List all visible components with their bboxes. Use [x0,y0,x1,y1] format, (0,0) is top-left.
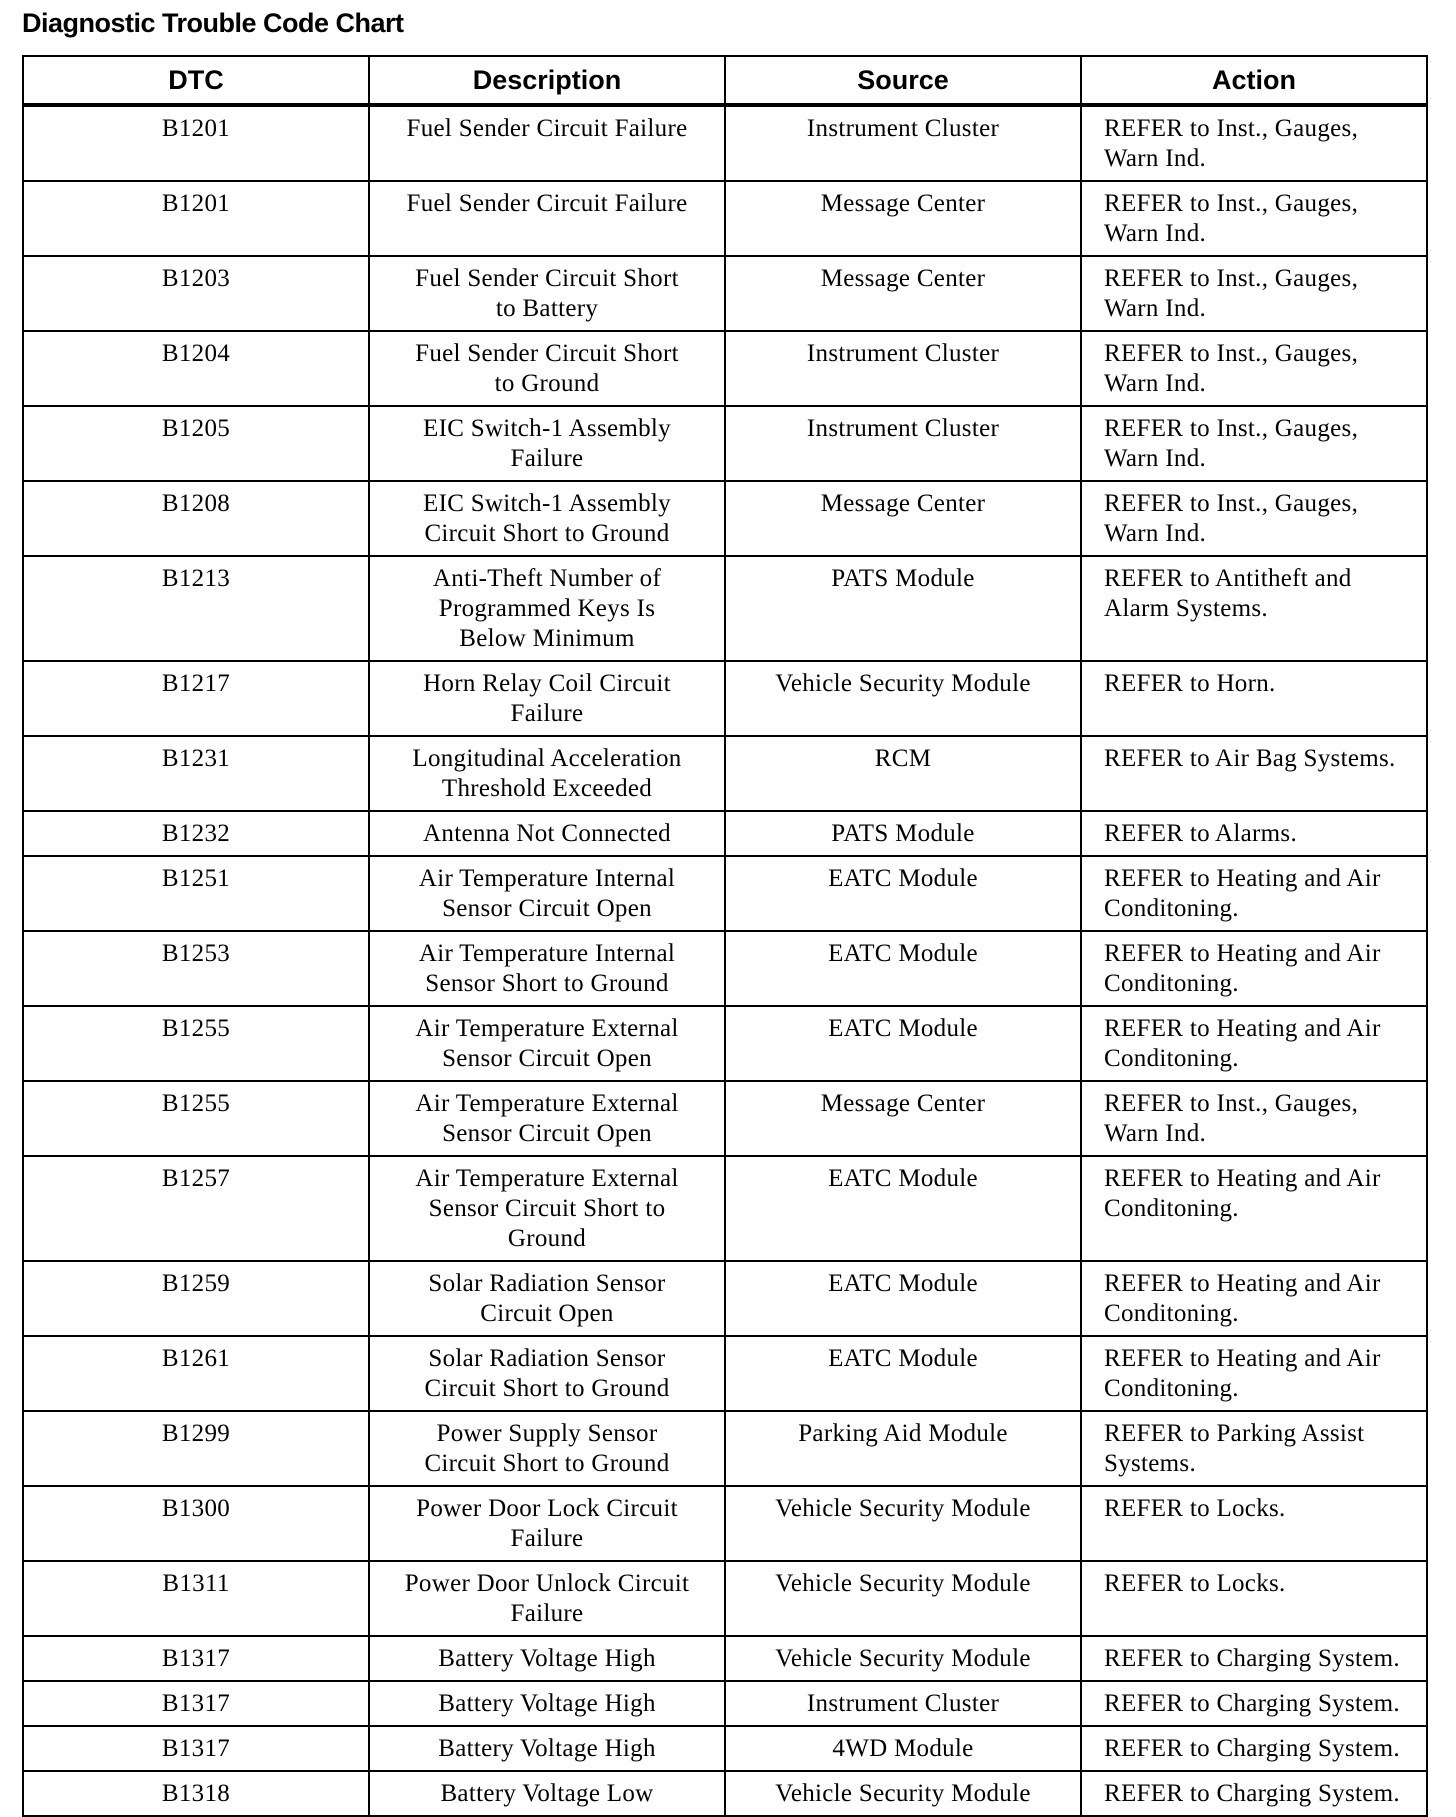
source-cell: Instrument Cluster [725,331,1081,406]
action-cell: REFER to Charging System. [1081,1636,1427,1681]
action-cell: REFER to Inst., Gauges, Warn Ind. [1081,481,1427,556]
description-cell: Horn Relay Coil Circuit Failure [369,661,725,736]
action-cell: REFER to Antitheft and Alarm Systems. [1081,556,1427,661]
action-cell: REFER to Alarms. [1081,811,1427,856]
description-cell: EIC Switch-1 Assembly Failure [369,406,725,481]
description-cell: Power Supply Sensor Circuit Short to Ground [369,1411,725,1486]
table-row [23,1006,1427,1081]
dtc-cell: B1257 [23,1156,369,1261]
action-cell: REFER to Heating and Air Conditoning. [1081,931,1427,1006]
description-cell: Battery Voltage Low [369,1771,725,1816]
description-cell: Air Temperature Internal Sensor Circuit Open [369,856,725,931]
source-cell: EATC Module [725,856,1081,931]
table-row [23,856,1427,931]
action-cell: REFER to Charging System. [1081,1681,1427,1726]
dtc-cell: B1261 [23,1336,369,1411]
action-cell: REFER to Parking Assist Systems. [1081,1411,1427,1486]
description-cell: Air Temperature External Sensor Circuit Open [369,1081,725,1156]
action-cell: REFER to Locks. [1081,1561,1427,1636]
dtc-cell: B1255 [23,1081,369,1156]
dtc-cell: B1201 [23,181,369,256]
column-header-description: Description [369,56,725,105]
table-row [23,1771,1427,1816]
table-row [23,811,1427,856]
page-title: Diagnostic Trouble Code Chart [22,8,404,38]
dtc-cell: B1318 [23,1771,369,1816]
description-cell: Solar Radiation Sensor Circuit Open [369,1261,725,1336]
source-cell: Instrument Cluster [725,406,1081,481]
description-cell: Fuel Sender Circuit Failure [369,181,725,256]
table-row [23,1726,1427,1771]
action-cell: REFER to Horn. [1081,661,1427,736]
table-row [23,1411,1427,1486]
table-row [23,256,1427,331]
action-cell: REFER to Inst., Gauges, Warn Ind. [1081,331,1427,406]
description-cell: EIC Switch-1 Assembly Circuit Short to Ground [369,481,725,556]
table-row [23,331,1427,406]
table-row [23,661,1427,736]
source-cell: Message Center [725,1081,1081,1156]
action-cell: REFER to Heating and Air Conditoning. [1081,1156,1427,1261]
action-cell: REFER to Inst., Gauges, Warn Ind. [1081,256,1427,331]
table-row [23,556,1427,661]
dtc-table [22,55,1428,1817]
dtc-cell: B1217 [23,661,369,736]
source-cell: EATC Module [725,1336,1081,1411]
action-cell: REFER to Charging System. [1081,1771,1427,1816]
dtc-cell: B1259 [23,1261,369,1336]
source-cell: Vehicle Security Module [725,661,1081,736]
action-cell: REFER to Locks. [1081,1486,1427,1561]
dtc-cell: B1311 [23,1561,369,1636]
description-cell: Fuel Sender Circuit Failure [369,105,725,181]
column-header-source: Source [725,56,1081,105]
source-cell: 4WD Module [725,1726,1081,1771]
column-header-dtc: DTC [23,56,369,105]
dtc-cell: B1204 [23,331,369,406]
header-row [23,56,1427,105]
source-cell: Vehicle Security Module [725,1771,1081,1816]
source-cell: EATC Module [725,1006,1081,1081]
action-cell: REFER to Inst., Gauges, Warn Ind. [1081,406,1427,481]
source-cell: Message Center [725,256,1081,331]
description-cell: Battery Voltage High [369,1726,725,1771]
description-cell: Power Door Unlock Circuit Failure [369,1561,725,1636]
dtc-cell: B1317 [23,1636,369,1681]
source-cell: Vehicle Security Module [725,1486,1081,1561]
dtc-cell: B1255 [23,1006,369,1081]
source-cell: EATC Module [725,1261,1081,1336]
source-cell: Instrument Cluster [725,105,1081,181]
table-row [23,1486,1427,1561]
description-cell: Fuel Sender Circuit Short to Ground [369,331,725,406]
dtc-cell: B1253 [23,931,369,1006]
table-row [23,105,1427,181]
table-row [23,181,1427,256]
source-cell: Vehicle Security Module [725,1561,1081,1636]
source-cell: Message Center [725,181,1081,256]
description-cell: Solar Radiation Sensor Circuit Short to Ground [369,1336,725,1411]
table-row [23,1156,1427,1261]
source-cell: EATC Module [725,1156,1081,1261]
description-cell: Anti-Theft Number of Programmed Keys Is Below Minimum [369,556,725,661]
description-cell: Air Temperature External Sensor Circuit Open [369,1006,725,1081]
description-cell: Longitudinal Acceleration Threshold Exceeded [369,736,725,811]
dtc-cell: B1201 [23,105,369,181]
dtc-cell: B1203 [23,256,369,331]
source-cell: EATC Module [725,931,1081,1006]
source-cell: Parking Aid Module [725,1411,1081,1486]
dtc-cell: B1232 [23,811,369,856]
description-cell: Power Door Lock Circuit Failure [369,1486,725,1561]
action-cell: REFER to Inst., Gauges, Warn Ind. [1081,181,1427,256]
description-cell: Air Temperature External Sensor Circuit Short to Ground [369,1156,725,1261]
dtc-cell: B1213 [23,556,369,661]
description-cell: Battery Voltage High [369,1636,725,1681]
dtc-cell: B1208 [23,481,369,556]
table-row [23,1681,1427,1726]
description-cell: Fuel Sender Circuit Short to Battery [369,256,725,331]
table-row [23,1261,1427,1336]
action-cell: REFER to Heating and Air Conditoning. [1081,1336,1427,1411]
description-cell: Battery Voltage High [369,1681,725,1726]
source-cell: Vehicle Security Module [725,1636,1081,1681]
source-cell: PATS Module [725,556,1081,661]
source-cell: Message Center [725,481,1081,556]
description-cell: Antenna Not Connected [369,811,725,856]
table-row [23,1561,1427,1636]
description-cell: Air Temperature Internal Sensor Short to Ground [369,931,725,1006]
table-row [23,736,1427,811]
action-cell: REFER to Heating and Air Conditoning. [1081,856,1427,931]
source-cell: Instrument Cluster [725,1681,1081,1726]
dtc-cell: B1205 [23,406,369,481]
source-cell: PATS Module [725,811,1081,856]
action-cell: REFER to Air Bag Systems. [1081,736,1427,811]
action-cell: REFER to Charging System. [1081,1726,1427,1771]
action-cell: REFER to Heating and Air Conditoning. [1081,1261,1427,1336]
table-row [23,406,1427,481]
action-cell: REFER to Inst., Gauges, Warn Ind. [1081,105,1427,181]
table-row [23,1081,1427,1156]
table-row [23,931,1427,1006]
source-cell: RCM [725,736,1081,811]
dtc-cell: B1317 [23,1726,369,1771]
action-cell: REFER to Inst., Gauges, Warn Ind. [1081,1081,1427,1156]
action-cell: REFER to Heating and Air Conditoning. [1081,1006,1427,1081]
dtc-cell: B1231 [23,736,369,811]
column-header-action: Action [1081,56,1427,105]
dtc-cell: B1300 [23,1486,369,1561]
table-row [23,481,1427,556]
table-row [23,1636,1427,1681]
dtc-cell: B1299 [23,1411,369,1486]
dtc-cell: B1317 [23,1681,369,1726]
table-row [23,1336,1427,1411]
dtc-cell: B1251 [23,856,369,931]
